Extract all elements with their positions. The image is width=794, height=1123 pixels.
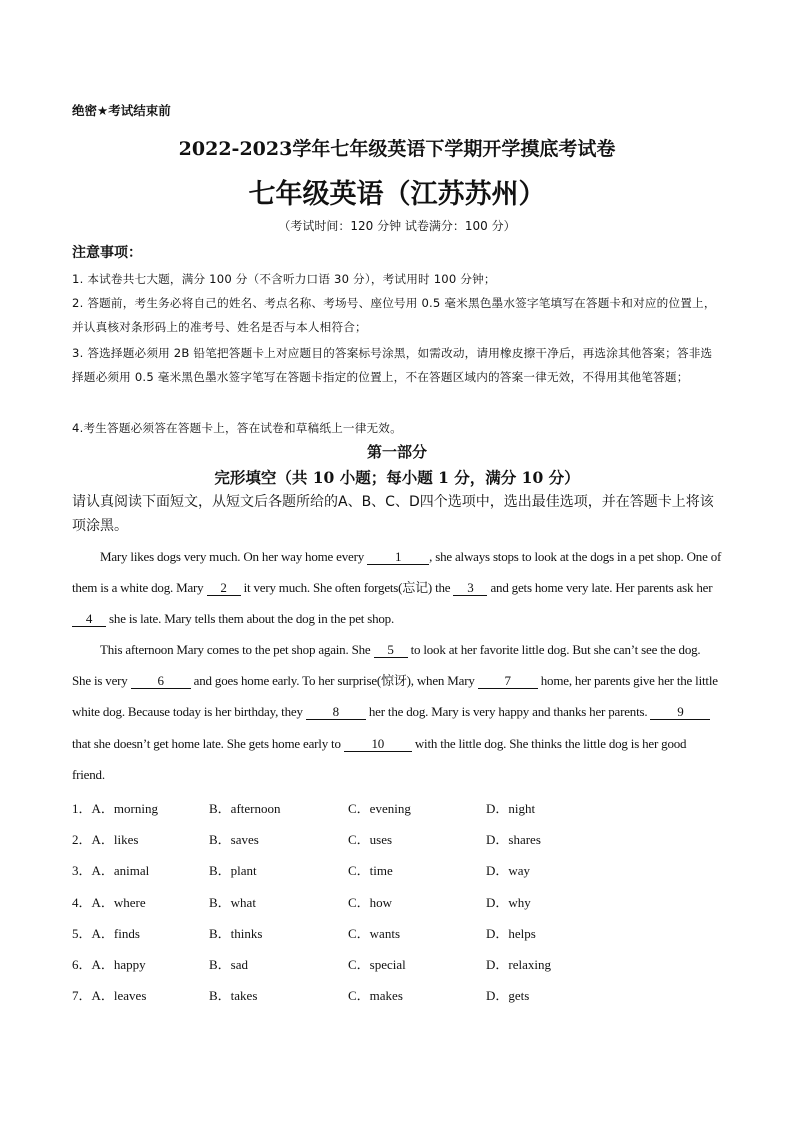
question-row [72,946,724,977]
question-row [72,884,724,915]
exam-title: 2022-2023学年七年级英语下学期开学摸底考试卷 [178,138,616,160]
question-option-d: D．why [486,894,531,910]
question-option-c: C．uses [348,832,393,848]
exam-info: （考试时间：120 分钟 试卷满分：100 分） [278,219,516,233]
question-option-a: 6．A．happy [72,956,146,972]
passage-paragraph-2 [72,634,722,790]
question-row [72,915,724,946]
section-instruction: 请认真阅读下面短文，从短文后各题所给的A、B、C、D四个选项中，选出最佳选项，并在答题卡上将该项涂黑。 [72,494,714,534]
passage-text: with the little dog. She thinks the little dog is her good friend. [72,735,687,782]
question-option-b: B．afternoon [209,801,281,816]
question-row [72,821,724,852]
question-row [72,977,724,1008]
confidential-label: 绝密★考试结束前 [72,103,171,118]
question-option-b: B．saves [209,832,259,848]
question-option-b: B．sad [209,956,249,972]
question-option-b: B．what [209,894,256,910]
question-options [72,790,724,1008]
question-option-d: D．relaxing [486,956,551,972]
passage-text: her the dog. Mary is very happy and thanks her parents. [365,704,651,720]
notice-item-2: 2. 答题前，考生务必将自己的姓名、考点名称、考场号、座位号用 0.5 毫米黑色墨水签字笔填写在答题卡和对应的位置上，并认真核对条形码上的准考号、姓名是否与本人相符合； [72,296,716,334]
passage-text: it very much. She often forgets(忘记) the [240,580,454,596]
question-option-d: D．way [486,863,531,879]
passage-text: This afternoon Mary comes to the pet shop again. She [100,642,374,657]
question-option-b: B．plant [209,863,257,879]
passage-text: , she always stops to look at the dogs in a pet shop. One of them is a white dog. Mary [72,549,722,596]
passage-text: she is late. Mary tells them about the dog in the pet shop. [106,611,395,627]
notice-item-4: 4.考生答题必须答在答题卡上，答在试卷和草稿纸上一律无效。 [72,421,402,435]
passage-text: to look at her favorite little dog. But she can’t see the dog. She is very [72,642,701,689]
blank-1: 1 [367,550,429,565]
question-option-c: C．makes [348,988,403,1004]
question-option-a: 7．A．leaves [72,988,147,1004]
question-row [72,790,724,821]
question-option-d: D．night [486,801,536,816]
question-option-d: D．gets [486,988,530,1004]
section-heading: 完形填空（共 10 小题；每小题 1 分，满分 10 分） [214,468,580,487]
question-option-c: C．special [348,956,406,972]
blank-4: 4 [72,612,106,627]
question-option-b: B．takes [209,988,258,1004]
question-option-a: 5．A．finds [72,925,140,941]
passage-text: that she doesn’t get home late. She gets home early to [72,735,344,751]
blank-7: 7 [478,674,538,689]
blank-3: 3 [453,581,487,596]
question-option-c: C．time [348,863,393,879]
notice-item-1: 1. 本试卷共七大题，满分 100 分（不含听力口语 30 分），考试用时 100 分钟； [72,272,496,286]
question-option-a: 2．A．likes [72,832,139,848]
blank-9: 9 [650,705,710,720]
passage-text: home, her parents give her the little white dog. Because today is her birthday, they [72,673,718,720]
exam-subtitle: 七年级英语（江苏苏州） [248,179,546,210]
passage-text: and gets home very late. Her parents ask her [487,580,713,596]
question-option-c: C．how [348,894,393,910]
blank-6: 6 [131,674,191,689]
notice-heading: 注意事项： [72,245,142,261]
blank-8: 8 [306,705,366,720]
blank-5: 5 [374,643,408,658]
notice-item-3: 3. 答选择题必须用 2B 铅笔把答题卡上对应题目的答案标号涂黑，如需改动，请用橡皮擦干净后，再选涂其他答案；答非选择题必须用 0.5 毫米黑色墨水签字笔写在答题卡指定的位置上，不在答题区域内的答案一律无效，不得用其他笔答题； [72,346,713,384]
question-option-a: 4．A．where [72,894,146,910]
passage-text: and goes home early. To her surprise(惊讶), when Mary [190,673,478,689]
question-row [72,852,724,883]
question-option-d: D．helps [486,925,536,941]
question-option-d: D．shares [486,832,541,848]
blank-10: 10 [344,737,412,752]
question-option-c: C．evening [348,801,411,816]
blank-2: 2 [207,581,241,596]
passage-text: Mary likes dogs very much. On her way home every [100,549,368,564]
question-option-a: 1．A．morning [72,801,158,816]
question-option-b: B．thinks [209,925,263,941]
question-option-c: C．wants [348,925,401,941]
passage-paragraph-1 [72,541,722,635]
part-heading: 第一部分 [366,443,427,461]
question-option-a: 3．A．animal [72,863,150,879]
